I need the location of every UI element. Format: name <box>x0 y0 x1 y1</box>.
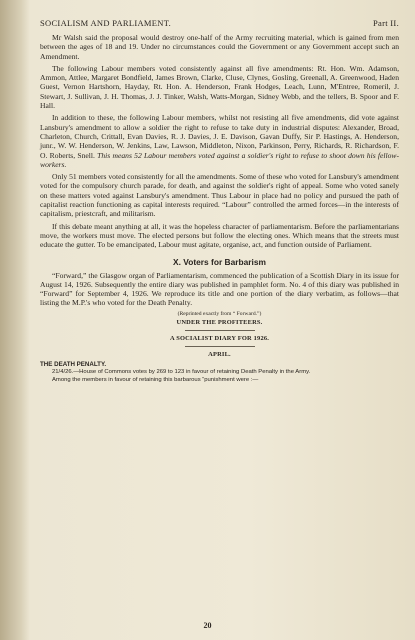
header-part: Part II. <box>372 18 399 28</box>
paragraph-text: In addition to these, the following Labour members, whilst not resisting all five amendments, did vote against Lansbury's amendment to allow a soldier the right to refuse to take duty in industrial disputes: Alexander, Broad, Charleton, Church, Crittall, Evan Davies, R. J. Davies, J. E. Davison, Gavan Duffy, Sir P. Hastings, A. Henderson, junr., W. W. Henderson, W. Jenkins, Law, Lawson, Middleton, Nixon, Parkinson, Perry, Richards, R. Richardson, F. O. Roberts, Snell. <box>40 113 399 160</box>
paragraph: The following Labour members voted consistently against all five amendments: Rt. Hon. Wm. Adamson, Ammon, Attlee, Margaret Bondfield, James Brown, Clarke, Cluse, Clynes, Gosling, Greenall, A. Greenwood, Haden Guest, Vernon Hartshorn, Hayday, Rt. Hon. A. Henderson, Frank Hodges, Leach, Lunn, M'Entree, Romeril, J. Stewart, J. Sullivan, J. H. Thomas, J. J. Tinker, Walsh, Watts-Morgan, Sidney Webb, and the tellers, B. Spoor and F. Hall. <box>40 63 399 111</box>
paragraph: If this debate meant anything at all, it was the hopeless character of parliamentarism. Before the parliamentarians move, the workers must move. The elected persons but follow the electing ones. Which means that the streets must educate the gutter. To be emancipated, Labour must agitate, organise, act, and function outside of Parliament. <box>40 221 399 250</box>
section-heading: X. Voters for Barbarism <box>173 256 266 267</box>
body-text <box>40 33 399 308</box>
diary-line: Among the members in favour of retaining this barbarous “punishment were :— <box>52 376 259 383</box>
book-spine-shadow <box>0 0 30 640</box>
subheading: UNDER THE PROFITEERS. <box>176 318 263 326</box>
paragraph: Only 51 members voted consistently for all the amendments. Some of these who voted for Lansbury's amendment voted for the compulsory church parade, for death, and against the soldier's right of appeal. Some who voted sanely on these matters voted against Lansbury's amendment. Thus Labour in place had no policy and pursued the path of capitalist reaction functioning as capital interests required. “Labour” controlled the armed forces—in the interests of capitalism, priestcraft, and militarism. <box>40 172 399 219</box>
paragraph: “Forward,” the Glasgow organ of Parliamentarism, commenced the publication of a Scottish Diary in its issue for August 14, 1926. Subsequently the entire diary was published in pamphlet form. No. 4 of this diary was published in “Forward” for September 4, 1926. We reproduce its title and one portion of the diary verbatim, as follows—that listing the M.P.'s who voted for the Death Penalty. <box>40 270 399 308</box>
diary-title: A SOCIALIST DIARY FOR 1926. <box>169 334 270 342</box>
paragraph: Mr Walsh said the proposal would destroy one-half of the Army recruiting material, which is gained from men between the ages of 18 and 19. Under no circumstances could the Government or any Government accept such an Amendment. <box>40 33 399 61</box>
diary-line: 21/4/26.—House of Commons votes by 269 to 123 in favour of retaining Death Penalty in the Army. <box>52 368 311 375</box>
month-heading: APRIL. <box>208 350 231 358</box>
divider <box>185 346 255 347</box>
paragraph <box>40 113 399 169</box>
header-title: SOCIALISM AND PARLIAMENT. <box>40 18 171 28</box>
paragraph-emphasis: This means 52 Labour members voted against a soldier's right to refuse to shoot down his fellow-workers. <box>40 150 399 169</box>
diary-excerpt <box>40 361 399 384</box>
diary-heading: THE DEATH PENALTY. <box>40 360 107 368</box>
running-header <box>40 18 399 28</box>
divider <box>185 330 255 331</box>
reprint-note: (Reprinted exactly from “ Forward.”) <box>177 310 262 317</box>
page-number: 20 <box>203 621 212 630</box>
